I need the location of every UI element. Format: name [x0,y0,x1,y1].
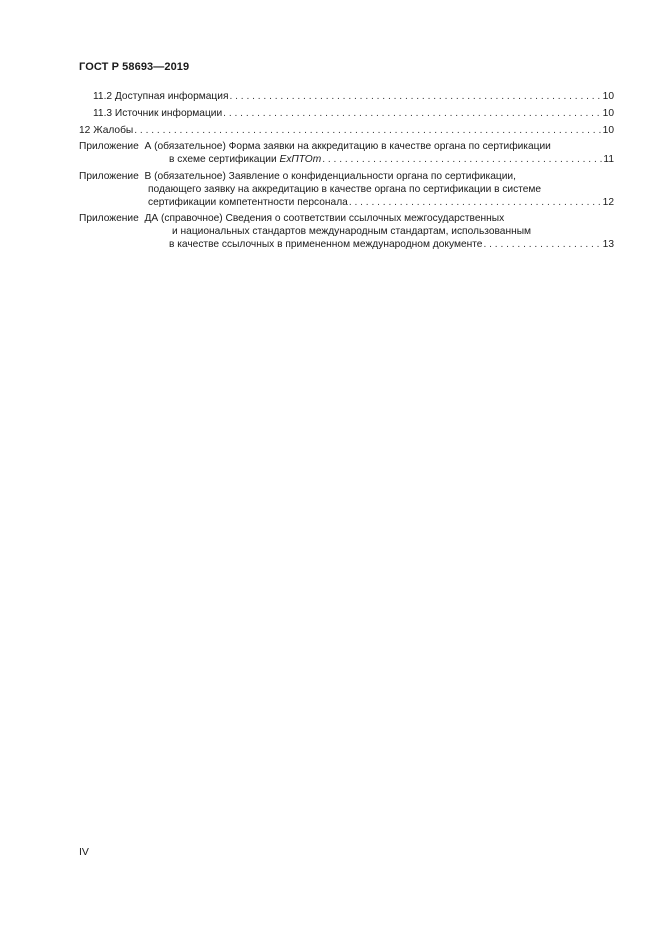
toc-entry-title: Доступная информация [114,91,229,102]
standard-number: ГОСТ Р 58693—2019 [79,61,190,73]
appendix-da-title-line-2: и национальных стандартов международным стандартам, использованным [172,226,532,238]
appendix-da-title-line-1: ДА (справочное) Сведения о соответствии ссылочных межгосударственных [144,213,505,225]
toc-entry-page: 13 [602,238,614,250]
toc-entry-page: 10 [602,107,614,119]
appendix-lead: Приложение [79,170,139,182]
appendix-da-line-2 [79,226,614,239]
appendix-a-title-line-2: в схеме сертификации [169,154,277,166]
appendix-a-scheme-name: ExПТОт [279,154,322,166]
toc-entry-number: 11.3 [93,107,113,119]
appendix-b-title-line-1: В (обязательное) Заявление о конфиденциальности органа по сертификации, [144,170,516,182]
appendix-lead: Приложение [79,141,139,153]
toc-entry-page: 11 [603,154,614,166]
toc-entry-appendix-da[interactable] [79,213,614,251]
appendix-da-line-1 [79,213,614,226]
appendix-a-title-line-1: А (обязательное) Форма заявки на аккредитацию в качестве органа по сертификации [144,141,551,153]
toc-entry-page: 10 [602,124,614,136]
appendix-da-title-line-3: в качестве ссылочных в примененном международном документе [169,238,483,250]
leader-dots [349,197,602,210]
table-of-contents [79,91,614,256]
appendix-lead: Приложение [79,213,139,225]
appendix-b-line-2 [79,184,614,197]
toc-entry-page: 10 [602,91,614,102]
toc-entry-12[interactable] [79,125,614,138]
leader-dots [229,91,601,104]
leader-dots [483,239,601,252]
leader-dots [322,154,602,167]
appendix-b-line-3 [79,197,614,210]
appendix-da-line-3 [79,239,614,252]
leader-dots [134,125,601,138]
leader-dots [223,108,601,121]
appendix-a-line-1 [79,141,614,154]
toc-entry-title: Жалобы [93,124,134,136]
toc-entry-title: Источник информации [114,107,223,119]
document-header [79,61,189,73]
toc-entry-11-2[interactable] [79,91,614,104]
appendix-b-title-line-3: сертификации компетентности персонала [148,196,348,208]
appendix-b-line-1 [79,171,614,184]
appendix-b-title-line-2: подающего заявку на аккредитацию в качестве органа по сертификации в системе [148,183,542,195]
toc-entry-number: 11.2 [93,91,113,102]
toc-entry-number: 12 [79,124,91,136]
page-number: IV [79,846,89,858]
toc-entry-appendix-a[interactable] [79,141,614,167]
toc-entry-appendix-b[interactable] [79,171,614,209]
page-footer [79,846,89,858]
toc-entry-11-3[interactable] [79,108,614,121]
appendix-a-line-2 [79,154,614,167]
toc-entry-page: 12 [602,196,614,208]
